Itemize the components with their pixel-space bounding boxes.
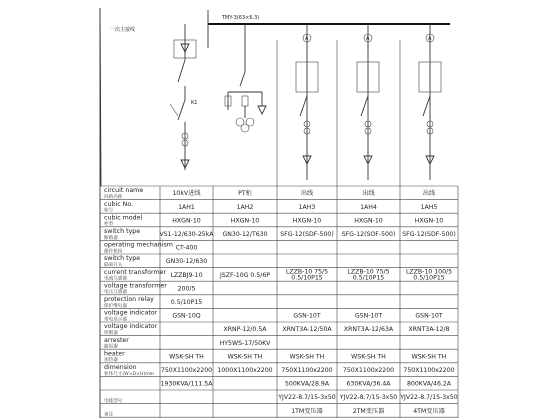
table-cell: 0.5/10P15: [352, 274, 385, 282]
row-label: protection relay: [104, 296, 154, 303]
incoming-feeder-schematic: [170, 24, 196, 170]
row-label: switch type: [104, 255, 141, 263]
table-cell: GSN-10Q: [172, 312, 201, 320]
table-cell: LZZB-10 75/5: [285, 268, 329, 276]
row-sublabel: 电压互感器: [104, 290, 127, 296]
row-label: switch type: [104, 228, 141, 235]
table-cell: WSK-SH TH: [411, 353, 447, 361]
equipment-table: [100, 186, 458, 418]
row-label: voltage indicator: [104, 323, 158, 331]
meter-symbol: A: [305, 36, 309, 42]
row-sublabel: 加热器: [104, 358, 118, 364]
row-sublabel: 隔离开关: [104, 263, 123, 268]
table-cell: 0.5/10P15: [291, 274, 323, 282]
row-label: arrester: [104, 336, 129, 344]
table-cell: 1AH2: [236, 203, 254, 211]
busbar-label: TMY-3(63×6.3): [222, 15, 260, 21]
row-label: current transformer: [104, 268, 167, 276]
table-cell: SFG-12(SOF-500): [341, 231, 396, 238]
left-title: 一次主接线: [110, 27, 136, 33]
table-cell: SFG-12(SDF-500): [280, 231, 334, 238]
table-cell: XRNP-12/0.5A: [223, 326, 267, 334]
row-sublabel: 柜号: [104, 208, 114, 214]
table-cell: 1930KVA/111.5A: [160, 380, 213, 388]
row-label: cubic No.: [104, 200, 134, 208]
feeder-1ah3-schematic: [296, 24, 318, 180]
row-sublabel: 电流互感器: [104, 276, 127, 282]
table-cell: YJV22-8.7/15-3x50: [400, 394, 458, 402]
table-cell: HY5WS-17/50KV: [219, 339, 271, 347]
table-cell: 1AH4: [360, 203, 377, 211]
table-cell: 750X1100x2200: [160, 367, 213, 374]
table-cell: 800KVA/46.2A: [406, 380, 452, 388]
table-cell: 750X1100x2200: [281, 367, 333, 374]
table-cell: CT-400: [175, 244, 198, 252]
row-sublabel: 熔断器: [104, 331, 118, 336]
table-cell: 0.5/10P15: [413, 274, 445, 282]
table-cell: XRNT3A-12/8: [408, 326, 450, 334]
row-sublabel: 保护继电器: [104, 303, 127, 309]
row-sublabel: 备注: [104, 412, 114, 418]
table-cell: 750X1100x2200: [342, 367, 395, 374]
table-cell: 2TM变压器: [352, 407, 385, 415]
table-cell: 出线: [300, 190, 314, 198]
table-cell: XRNT3A-12/50A: [282, 326, 332, 334]
row-label: operating mechanism: [104, 241, 173, 249]
table-cell: WSK-SH TH: [289, 353, 325, 361]
row-label: voltage transformer: [104, 282, 167, 290]
table-cell: WSK-SH TH: [169, 353, 204, 361]
row-sublabel: 断路器: [104, 235, 118, 241]
row-sublabel: 柜体尺寸(W×D×H)mm: [104, 371, 155, 377]
row-label: circuit name: [104, 187, 144, 195]
row-sublabel: 回路名称: [104, 195, 123, 200]
meter-symbol: A: [366, 36, 370, 42]
row-label: voltage indicator: [104, 309, 158, 317]
row-sublabel: 柜型: [104, 222, 114, 228]
table-cell: HXGN-10: [172, 217, 201, 225]
table-cell: HXGN-10: [354, 217, 383, 225]
table-cell: HXGN-10: [292, 217, 322, 225]
table-cell: 1AH5: [420, 203, 438, 211]
table-cell: 750X1100x2200: [403, 367, 455, 374]
row-label: cubic model: [104, 214, 143, 222]
table-cell: 出线: [362, 190, 375, 198]
table-cell: 1AH3: [298, 203, 316, 211]
table-cell: 200/5: [177, 285, 196, 293]
feeder-1ah5-schematic: [419, 24, 441, 180]
table-cell: SFG-12(SDF-500): [402, 231, 456, 238]
column-dividers: [160, 40, 458, 418]
table-cell: 1TM变压器: [291, 407, 323, 415]
table-cell: 10kV进线: [172, 190, 201, 198]
row-sublabel: 带电显示器: [104, 317, 127, 323]
table-cell: LZZB-10 100/5: [405, 268, 453, 276]
row-sublabel: 操作机构: [104, 249, 123, 255]
table-cell: HXGN-10: [414, 217, 444, 225]
row-label: heater: [104, 350, 125, 358]
table-cell: 1000X1100x2200: [217, 367, 273, 374]
table-cell: PT柜: [238, 190, 252, 198]
table-cell: GSN-10T: [293, 312, 321, 320]
table-cell: 630KVA/36.4A: [346, 380, 391, 388]
table-cell: 4TM变压器: [413, 407, 445, 415]
table-cell: GN30-12/T630: [222, 231, 268, 238]
meter-symbol: A: [428, 36, 432, 42]
table-cell: LZZBJ9-10: [170, 271, 203, 279]
table-cell: WSK-SH TH: [351, 353, 386, 361]
table-cell: 1AH1: [178, 203, 195, 211]
table-cell: LZZB-10 75/5: [347, 268, 390, 276]
table-cell: VS1-12/630-25kA: [159, 231, 214, 238]
table-cell: GSN-10T: [415, 312, 443, 320]
row-label: dimension: [104, 364, 137, 371]
table-cell: GN30-12/630: [165, 258, 208, 266]
table-cell: XRNT3A-12/63A: [343, 326, 394, 334]
row-sublabel: 避雷器: [104, 344, 118, 350]
table-cell: 500KVA/28.9A: [284, 380, 330, 388]
table-cell: 出线: [422, 190, 436, 198]
pt-cabinet-schematic: [225, 24, 266, 132]
table-cell: YJV22-8.7/15-3x50: [339, 394, 398, 402]
switch-label: K1: [191, 100, 198, 106]
table-cell: GSN-10T: [354, 312, 383, 320]
feeder-1ah4-schematic: [357, 24, 379, 180]
table-cell: YJV22-8.7/15-3x50: [278, 394, 336, 402]
table-cell: HXGN-10: [230, 217, 260, 225]
row-sublabel: 电缆型号: [104, 399, 123, 404]
table-cell: WSK-SH TH: [227, 353, 263, 361]
table-cell: 0.5/10P15: [170, 299, 203, 306]
table-cell: JSZF-10G 0.5/6P: [219, 271, 271, 279]
